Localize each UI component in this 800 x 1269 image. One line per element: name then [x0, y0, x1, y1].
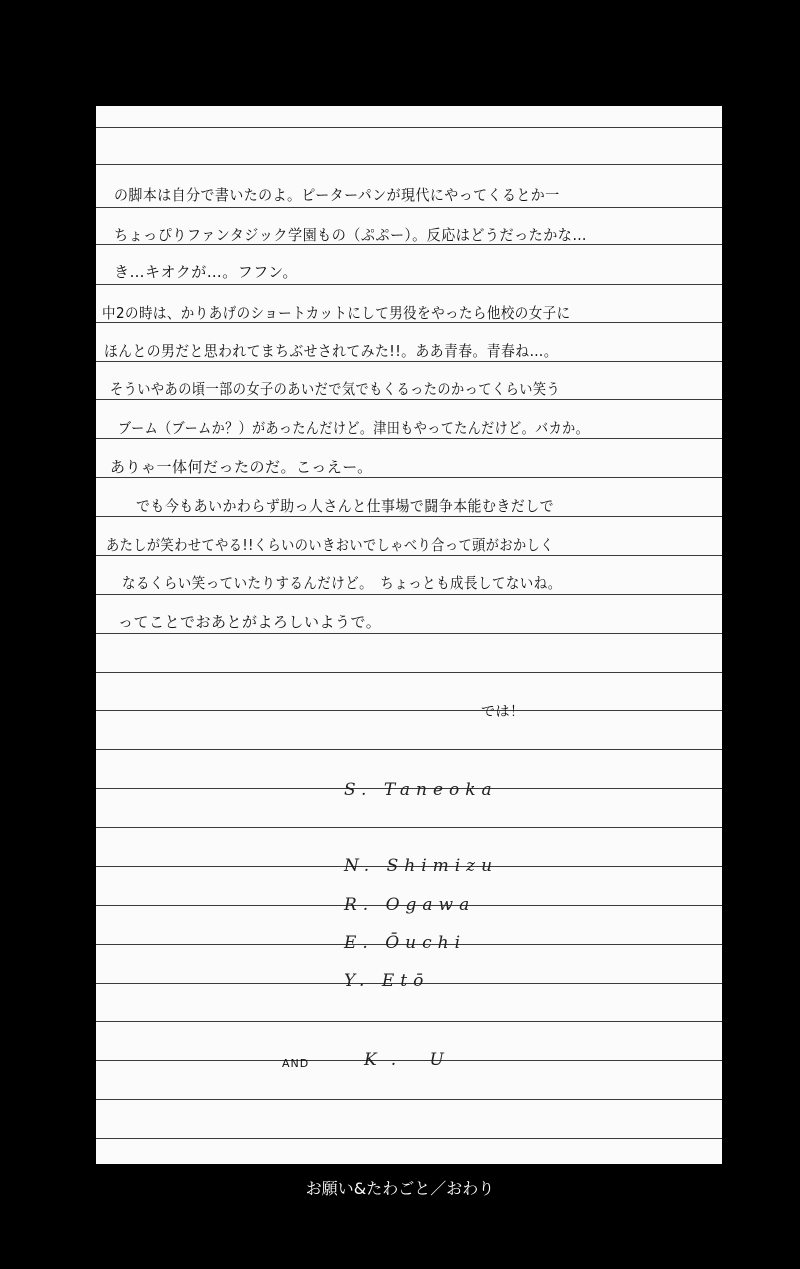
- letter-line: ちょっぴりファンタジック学園もの（ぷぷー）。反応はどうだったかな…: [114, 226, 587, 244]
- ruled-line: [96, 749, 722, 750]
- closing-text: では！: [481, 704, 525, 720]
- signature-eto: Y. Etō: [344, 971, 430, 991]
- ruled-line: [96, 710, 722, 711]
- letter-line: でも今もあいかわらず助っ人さんと仕事場で闘争本能むきだしで: [136, 497, 555, 515]
- and-label: AND: [282, 1057, 310, 1070]
- ruled-line: [96, 672, 722, 673]
- ruled-line: [96, 555, 722, 556]
- signature-ouchi: E. Ōuchi: [344, 933, 467, 953]
- ruled-line: [96, 164, 722, 165]
- ruled-line: [96, 361, 722, 362]
- ruled-line: [96, 438, 722, 439]
- ruled-line: [96, 1099, 722, 1100]
- letter-line: ブーム（ブームか？）があったんだけど。津田もやってたんだけど。バカか。: [118, 419, 590, 437]
- signature-taneoka: S. Taneoka: [344, 780, 498, 800]
- ruled-line: [96, 207, 722, 208]
- letter-line: の脚本は自分で書いたのよ。ピーターパンが現代にやってくるとか一: [114, 186, 560, 204]
- signature-shimizu: N. Shimizu: [344, 856, 499, 876]
- ruled-line: [96, 399, 722, 400]
- letter-line: き…キオクが…。フフン。: [114, 263, 298, 281]
- ruled-line: [96, 1021, 722, 1022]
- signature-ogawa: R. Ogawa: [344, 895, 476, 915]
- letter-line: ほんとの男だと思われてまちぶせされてみた!!。ああ青春。青春ね…。: [104, 342, 559, 360]
- letter-line: ありゃ一体何だったのだ。こっえー。: [110, 458, 373, 476]
- ruled-line: [96, 127, 722, 128]
- letter-line: 中2の時は、かりあげのショートカットにして男役をやったら他校の女子に: [102, 304, 571, 322]
- signature-ku: K. U: [364, 1050, 458, 1070]
- letter-line: そういやあの頃一部の女子のあいだで気でもくるったのかってくらい笑う: [110, 380, 561, 398]
- letter-line: なるくらい笑っていたりするんだけど。 ちょっとも成長してないね。: [122, 574, 562, 592]
- ruled-line: [96, 633, 722, 634]
- ruled-line: [96, 827, 722, 828]
- page-caption: お願い&たわごと／おわり: [305, 1179, 495, 1198]
- letter-line: あたしが笑わせてやる!!くらいのいきおいでしゃべり合って頭がおかしく: [106, 536, 554, 554]
- ruled-line: [96, 477, 722, 478]
- letter-page: [96, 106, 722, 1164]
- ruled-line: [96, 594, 722, 595]
- ruled-line: [96, 1138, 722, 1139]
- ruled-line: [96, 284, 722, 285]
- letter-line: ってことでおあとがよろしいようで。: [118, 613, 382, 631]
- ruled-line: [96, 516, 722, 517]
